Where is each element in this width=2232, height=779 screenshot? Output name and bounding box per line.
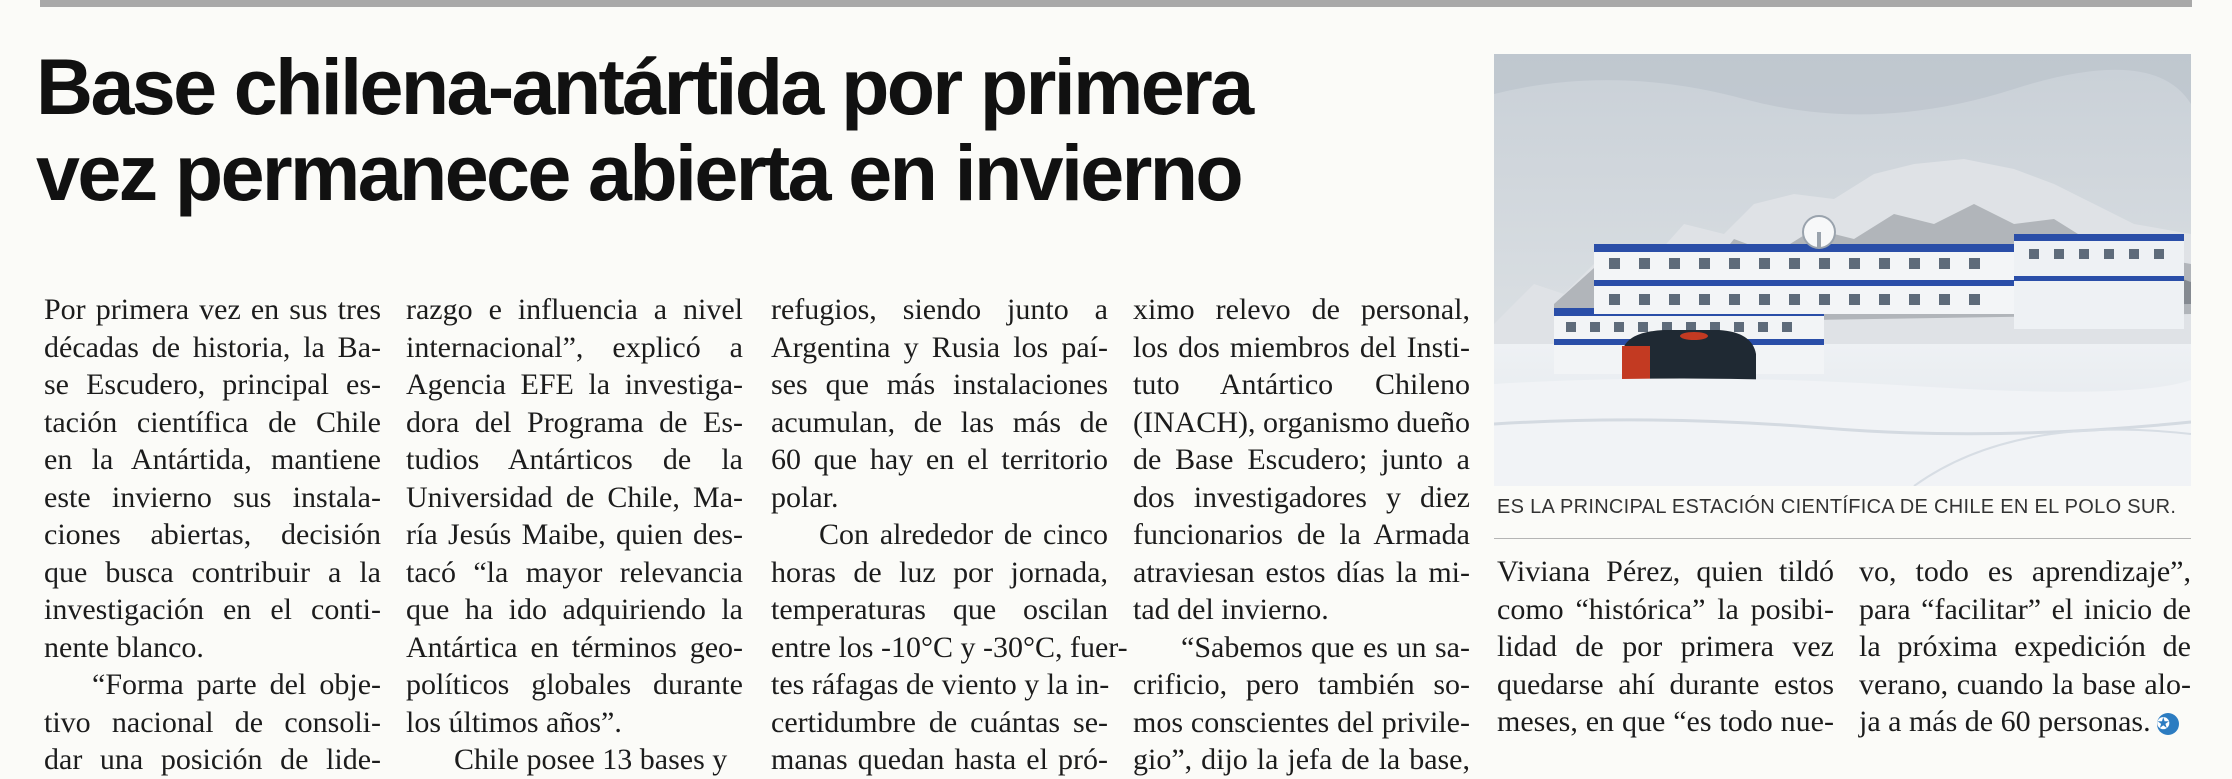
text-line: Con alrededor de cinco <box>819 518 1108 551</box>
antarctic-base-photo <box>1494 54 2191 486</box>
text-line: como “histórica” la posibi- <box>1497 592 1834 626</box>
text-line: mos conscientes del privile- <box>1133 705 1470 739</box>
article-column-5 <box>1497 553 1834 741</box>
text-line: funcionarios de la Armada <box>1133 518 1470 551</box>
text-line: se Escudero, principal es- <box>44 368 381 401</box>
article-column-3 <box>771 291 1128 779</box>
text-line: (INACH), organismo dueño <box>1133 405 1470 439</box>
text-line: “Sabemos que es un sa- <box>1181 630 1470 664</box>
text-line: horas de luz por jornada, <box>771 555 1108 589</box>
caption-divider <box>1494 538 2191 539</box>
text-line: tivo nacional de consoli- <box>44 705 381 739</box>
text-line: lidad de por primera vez <box>1497 630 1834 663</box>
text-line: dos investigadores y diez <box>1133 480 1470 514</box>
text-line: 60 que hay en el territorio <box>771 443 1108 476</box>
text-line: tuto Antártico Chileno <box>1133 368 1470 401</box>
text-line: Por primera vez en sus tres <box>44 293 381 326</box>
text-line: políticos globales durante <box>406 668 743 701</box>
text-line: temperaturas que oscilan <box>771 593 1108 626</box>
text-line: que busca contribuir a la <box>44 555 381 589</box>
headline-line: vez permanece abierta en invierno <box>36 128 1242 217</box>
text-line: Agencia EFE la investiga- <box>406 368 743 401</box>
headline-line: Base chilena-antártida por primera <box>36 42 1252 131</box>
text-line: tad del invierno. <box>1133 593 1329 626</box>
text-line: décadas de historia, la Ba- <box>44 330 381 364</box>
text-line: gio”, dijo la jefa de la base, <box>1133 743 1470 776</box>
text-line: que ha ido adquiriendo la <box>406 593 743 626</box>
text-line: verano, cuando la base alo- <box>1859 667 2191 701</box>
text-line: ximo relevo de personal, <box>1133 293 1470 326</box>
article-headline <box>36 44 1476 216</box>
text-line: Argentina y Rusia los paí- <box>771 330 1108 364</box>
text-line: ciones abiertas, decisión <box>44 518 381 551</box>
text-line: tación científica de Chile <box>44 405 381 439</box>
text-line: certidumbre de cuántas se- <box>771 705 1108 739</box>
end-of-article-icon: ✪ <box>2157 713 2179 735</box>
text-line: crificio, pero también so- <box>1133 668 1470 701</box>
text-line: tes ráfagas de viento y la in- <box>771 668 1110 701</box>
text-line: tudios Antárticos de la <box>406 443 743 476</box>
text-line: refugios, siendo junto a <box>771 293 1108 326</box>
text-line: polar. <box>771 480 839 514</box>
text-line: en la Antártida, mantiene <box>44 443 381 476</box>
text-line: este invierno sus instala- <box>44 480 381 514</box>
text-line: ses que más instalaciones <box>771 368 1108 401</box>
text-line: atraviesan estos días la mi- <box>1133 555 1470 589</box>
text-line: dar una posición de lide- <box>44 743 381 776</box>
text-line: ría Jesús Maibe, quien des- <box>406 518 743 551</box>
text-line: acumulan, de las más de <box>771 405 1108 439</box>
text-line: entre los -10°C y -30°C, fuer- <box>771 630 1128 664</box>
text-line: meses, en que “es todo nue- <box>1497 705 1834 738</box>
text-line <box>1859 703 2191 741</box>
photo-caption: ES LA PRINCIPAL ESTACIÓN CIENTÍFICA DE CHILE EN EL POLO SUR. <box>1497 496 2177 518</box>
text-line: dora del Programa de Es- <box>406 405 743 439</box>
text-line: los dos miembros del Insti- <box>1133 330 1470 364</box>
text-line: Chile posee 13 bases y <box>454 743 728 776</box>
text-line: tacó “la mayor relevancia <box>406 555 743 589</box>
text-line: de Base Escudero; junto a <box>1133 443 1470 476</box>
text-line: Antártica en términos geo- <box>406 630 743 664</box>
text-line: “Forma parte del obje- <box>92 668 381 701</box>
text-line: investigación en el conti- <box>44 593 381 626</box>
text-line: vo, todo es aprendizaje”, <box>1859 555 2191 588</box>
article-column-2 <box>406 291 743 779</box>
text-line: nente blanco. <box>44 630 204 664</box>
article-column-1 <box>44 291 381 779</box>
text-line: manas quedan hasta el pró- <box>771 743 1108 776</box>
text-line: la próxima expedición de <box>1859 630 2191 663</box>
text-line-content: ja a más de 60 personas. <box>1859 705 2151 738</box>
text-line: Universidad de Chile, Ma- <box>406 480 743 514</box>
text-line: quedarse ahí durante estos <box>1497 667 1834 701</box>
text-line: los últimos años”. <box>406 705 622 739</box>
section-top-rule <box>40 0 2192 7</box>
article-column-4 <box>1133 291 1470 779</box>
text-line: para “facilitar” el inicio de <box>1859 592 2191 626</box>
article-column-6 <box>1859 553 2191 741</box>
text-line: Viviana Pérez, quien tildó <box>1497 555 1834 588</box>
text-line: razgo e influencia a nivel <box>406 293 743 326</box>
text-line: internacional”, explicó a <box>406 330 743 364</box>
